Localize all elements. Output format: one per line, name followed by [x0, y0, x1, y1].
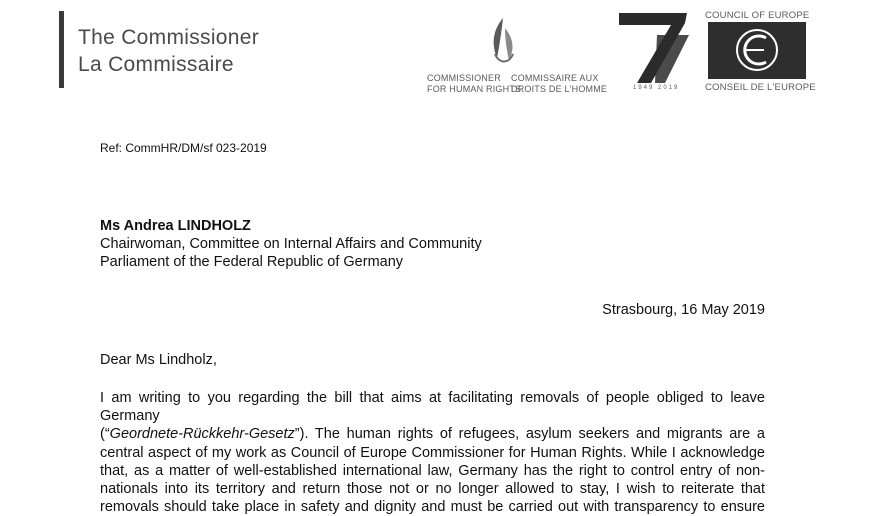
anniversary-years: 1949 2019: [633, 85, 680, 91]
paragraph-line-1: I am writing to you regarding the bill that aims at facilitating removals of people obliged to leave Germany: [100, 390, 765, 425]
council-of-europe-logo: [708, 22, 806, 79]
paragraph-line-6: removals should take place in safety and dignity and must be carried out with transparency to ensure: [100, 499, 765, 516]
salutation: Dear Ms Lindholz,: [100, 352, 217, 368]
coe-name-fr: CONSEIL DE L'EUROPE: [705, 82, 816, 93]
paragraph-line-2: [100, 425, 765, 443]
recipient-title: Chairwoman, Committee on Internal Affairs and Community: [100, 236, 482, 252]
paragraph-line-5: nationals into its territory and return those not or no longer allowed to stay, I wish to reiterate that: [100, 481, 765, 498]
recipient-name: Ms Andrea LINDHOLZ: [100, 218, 251, 234]
commissioner-title-fr: La Commissaire: [78, 53, 234, 76]
recipient-organization: Parliament of the Federal Republic of Germany: [100, 254, 404, 270]
quote-open: (“: [100, 426, 110, 443]
commissioner-label-fr-line1: COMMISSAIRE AUX: [511, 73, 599, 83]
coe-name-en: COUNCIL OF EUROPE: [705, 10, 810, 21]
commissioner-label-en: [427, 73, 522, 95]
seventy-anniversary-logo: [617, 11, 692, 83]
letterhead-bar: [59, 11, 64, 88]
commissioner-label-fr-line2: DROITS DE L'HOMME: [511, 84, 608, 94]
paragraph-line-2-rest: ”). The human rights of refugees, asylum seekers and migrants are a: [294, 426, 765, 443]
paragraph-line-3: central aspect of my work as Council of Europe Commissioner for Human Rights. While I acknowledge: [100, 444, 765, 461]
commissioner-label-en-line1: COMMISSIONER: [427, 73, 501, 83]
commissioner-label-en-line2: FOR HUMAN RIGHTS: [427, 84, 522, 94]
commissioner-title-en: The Commissioner: [78, 26, 260, 49]
commissioner-label-fr: [511, 73, 607, 95]
letter-body-paragraph: [100, 389, 765, 516]
paragraph-line-4: that, as a matter of well-established international law, Germany has the right to control entry of non-: [100, 462, 765, 479]
letter-reference: Ref: CommHR/DM/sf 023-2019: [100, 141, 267, 155]
commissioner-flame-logo: [483, 14, 523, 68]
law-title: Geordnete-Rückkehr-Gesetz: [109, 426, 295, 443]
place-date: Strasbourg, 16 May 2019: [602, 302, 765, 318]
